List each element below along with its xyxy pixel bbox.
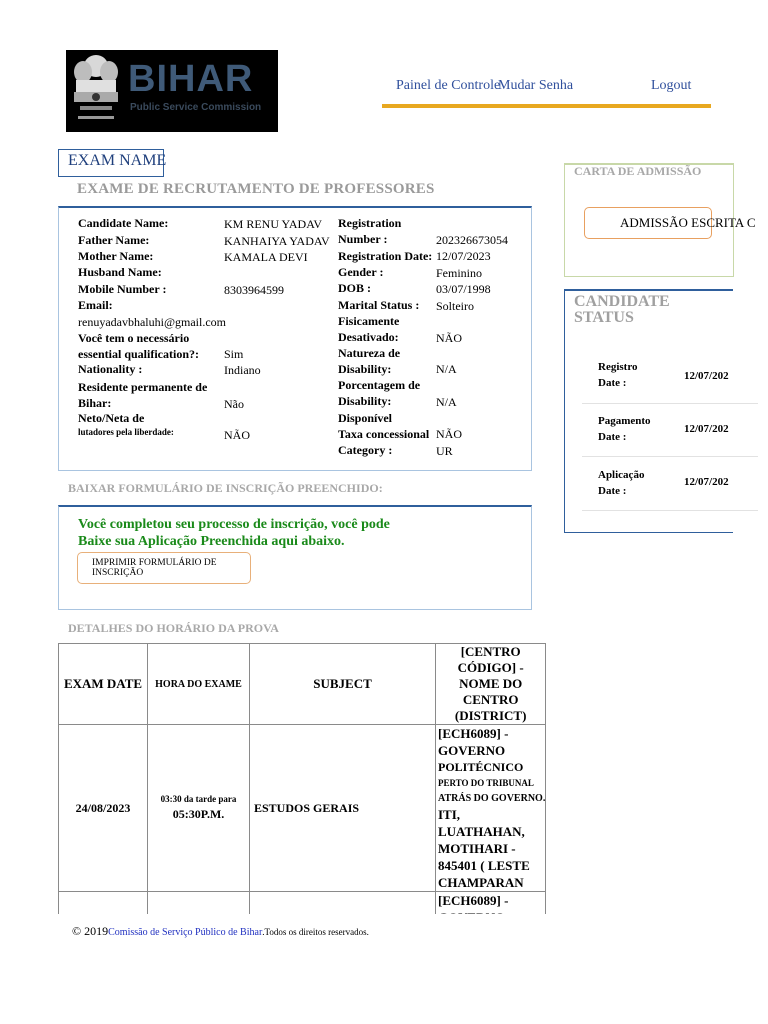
exam-title: EXAME DE RECRUTAMENTO DE PROFESSORES: [77, 181, 435, 197]
centre-header-3: NOME DO CENTRO: [459, 676, 523, 707]
footer: [72, 924, 369, 939]
row1-centre-1: [ECH6089] -: [438, 726, 509, 741]
status-payment-label: [598, 413, 651, 445]
resident-label-1: Residente permanente de: [78, 380, 208, 394]
table-row: [59, 725, 546, 892]
nav-underline: [382, 104, 711, 108]
admit-card-title: CARTA DE ADMISSÃO: [574, 164, 702, 178]
disability-type-label-1: Natureza de: [338, 346, 401, 360]
reg-number-label-1: Registration: [338, 216, 402, 230]
disability-type-label-2: Disability:: [338, 362, 392, 376]
reg-number-label-2: Number :: [338, 232, 388, 246]
disability-type-value: N/A: [436, 362, 457, 376]
nav-logout[interactable]: Logout: [651, 78, 692, 93]
candidate-status-title: [574, 294, 670, 326]
status-registration-label-1: Registro: [598, 361, 638, 373]
row1-centre-8: MOTIHARI -: [438, 841, 516, 856]
emblem-icon: [66, 50, 126, 132]
centre-header-4: (DISTRICT): [454, 708, 527, 723]
freedom-fighter-value: NÃO: [224, 428, 250, 442]
row1-centre: [436, 725, 546, 892]
row1-centre-6: ITI,: [438, 807, 461, 822]
status-divider: [582, 456, 758, 457]
row1-date: 24/08/2023: [59, 725, 148, 892]
concession-value: NÃO: [436, 427, 462, 441]
col-exam-date: EXAM DATE: [59, 644, 148, 725]
centre-header-1: [CENTRO: [460, 644, 521, 659]
row1-centre-9: 845401 ( LESTE: [438, 858, 530, 873]
col-centre: [436, 644, 546, 725]
table-header-row: [59, 644, 546, 725]
row1-subject: ESTUDOS GERAIS: [250, 725, 436, 892]
reg-date-value: 12/07/2023: [436, 249, 491, 263]
status-application-value: 12/07/202: [684, 476, 729, 488]
candidate-name-value: KM RENU YADAV: [224, 217, 323, 231]
col-exam-time: HORA DO EXAME: [148, 644, 250, 725]
father-name-value: KANHAIYA YADAV: [224, 234, 330, 248]
logo-brand: BIHAR: [128, 58, 254, 100]
disability-pct-label-2: Disability:: [338, 394, 392, 408]
footer-rights: .Todos os direitos reservados.: [262, 927, 369, 937]
row1-centre-10: CHAMPARAN: [438, 875, 524, 890]
disabled-value: NÃO: [436, 331, 462, 345]
reg-date-label: Registration Date:: [338, 249, 433, 263]
nationality-label: Nationality :: [78, 362, 143, 376]
freedom-fighter-label-1: Neto/Neta de: [78, 411, 145, 425]
row1-centre-7: LUATHAHAN,: [438, 824, 525, 839]
resident-label-2: Bihar:: [78, 396, 112, 410]
nationality-value: Indiano: [224, 363, 261, 377]
gender-value: Feminino: [436, 266, 483, 280]
status-application-label-1: Aplicação: [598, 469, 645, 481]
row1-time-2: 05:30P.M.: [172, 807, 225, 821]
father-name-label: Father Name:: [78, 233, 150, 247]
mobile-label: Mobile Number :: [78, 282, 167, 296]
row1-centre-2: GOVERNO: [438, 743, 506, 758]
mobile-value: 8303964599: [224, 283, 284, 297]
marital-label: Marital Status :: [338, 298, 420, 312]
qualification-label-1: Você tem o necessário: [78, 331, 190, 345]
row1-centre-5: ATRÁS DO GOVERNO.: [438, 793, 546, 804]
reg-number-value: 202326673054: [436, 233, 508, 247]
qualification-value: Sim: [224, 347, 244, 361]
email-label: Email:: [78, 298, 113, 312]
candidate-name-label: Candidate Name:: [78, 216, 169, 230]
bpsc-logo: [66, 50, 278, 132]
concession-label-2: Taxa concessional: [338, 427, 430, 441]
husband-name-label: Husband Name:: [78, 265, 162, 279]
download-section-title: BAIXAR FORMULÁRIO DE INSCRIÇÃO PREENCHIDO:: [68, 481, 383, 495]
exam-schedule-table: [58, 643, 546, 944]
schedule-section-title: DETALHES DO HORÁRIO DA PROVA: [68, 621, 279, 635]
status-payment-label-1: Pagamento: [598, 415, 651, 427]
marital-value: Solteiro: [436, 299, 474, 313]
dob-value: 03/07/1998: [436, 282, 491, 296]
status-registration-label-2: Date :: [598, 377, 627, 389]
logo-subtitle: Public Service Commission: [130, 102, 262, 113]
disabled-label-2: Desativado:: [338, 330, 399, 344]
status-divider: [582, 403, 758, 404]
category-value: UR: [436, 444, 453, 458]
completion-message: [78, 516, 390, 550]
email-value: renuyadavbhaluhi@gmail.com: [78, 315, 227, 329]
status-divider: [582, 510, 758, 511]
status-registration-label: [598, 359, 638, 391]
print-application-button[interactable]: IMPRIMIR FORMULÁRIO DE INSCRIÇÃO: [77, 552, 251, 584]
dob-label: DOB :: [338, 281, 371, 295]
col-subject: SUBJECT: [250, 644, 436, 725]
footer-copyright: © 2019: [72, 924, 109, 938]
disability-pct-value: N/A: [436, 395, 457, 409]
status-application-label-2: Date :: [598, 485, 627, 497]
disability-pct-label-1: Porcentagem de: [338, 378, 421, 392]
disabled-label-1: Fisicamente: [338, 314, 400, 328]
row1-centre-4: PERTO DO TRIBUNAL: [438, 778, 534, 788]
row1-time: [148, 725, 250, 892]
nav-change-password[interactable]: Mudar Senha: [498, 78, 574, 93]
row2-centre-1: [ECH6089] -: [438, 893, 509, 908]
row1-centre-3: POLITÉCNICO: [438, 760, 524, 774]
status-payment-label-2: Date :: [598, 431, 627, 443]
mother-name-value: KAMALA DEVI: [224, 250, 308, 264]
mother-name-label: Mother Name:: [78, 249, 154, 263]
category-label: Category :: [338, 443, 393, 457]
resident-value: Não: [224, 397, 244, 411]
gender-label: Gender :: [338, 265, 384, 279]
status-application-label: [598, 467, 644, 499]
nav-control-panel[interactable]: Painel de Controle: [396, 78, 501, 93]
status-title-1: CANDIDATE: [574, 293, 670, 310]
concession-label-1: Disponível: [338, 411, 393, 425]
admit-card-button[interactable]: ADMISSÃO ESCRITA C: [584, 207, 712, 239]
completion-message-line-1: Você completou seu processo de inscrição, você pode: [78, 517, 390, 532]
status-title-2: STATUS: [574, 309, 634, 326]
footer-commission-link[interactable]: Comissão de Serviço Público de Bihar: [108, 927, 263, 938]
freedom-fighter-label-2: lutadores pela liberdade:: [78, 427, 174, 437]
exam-name-heading: EXAM NAME: [68, 152, 167, 169]
completion-message-line-2: Baixe sua Aplicação Preenchida aqui abaixo.: [78, 534, 345, 549]
qualification-label-2: essential qualification?:: [78, 347, 200, 361]
status-registration-value: 12/07/202: [684, 370, 729, 382]
centre-header-2: CÓDIGO] -: [457, 660, 524, 675]
status-payment-value: 12/07/202: [684, 423, 729, 435]
row1-time-1: 03:30 da tarde para: [160, 794, 237, 804]
